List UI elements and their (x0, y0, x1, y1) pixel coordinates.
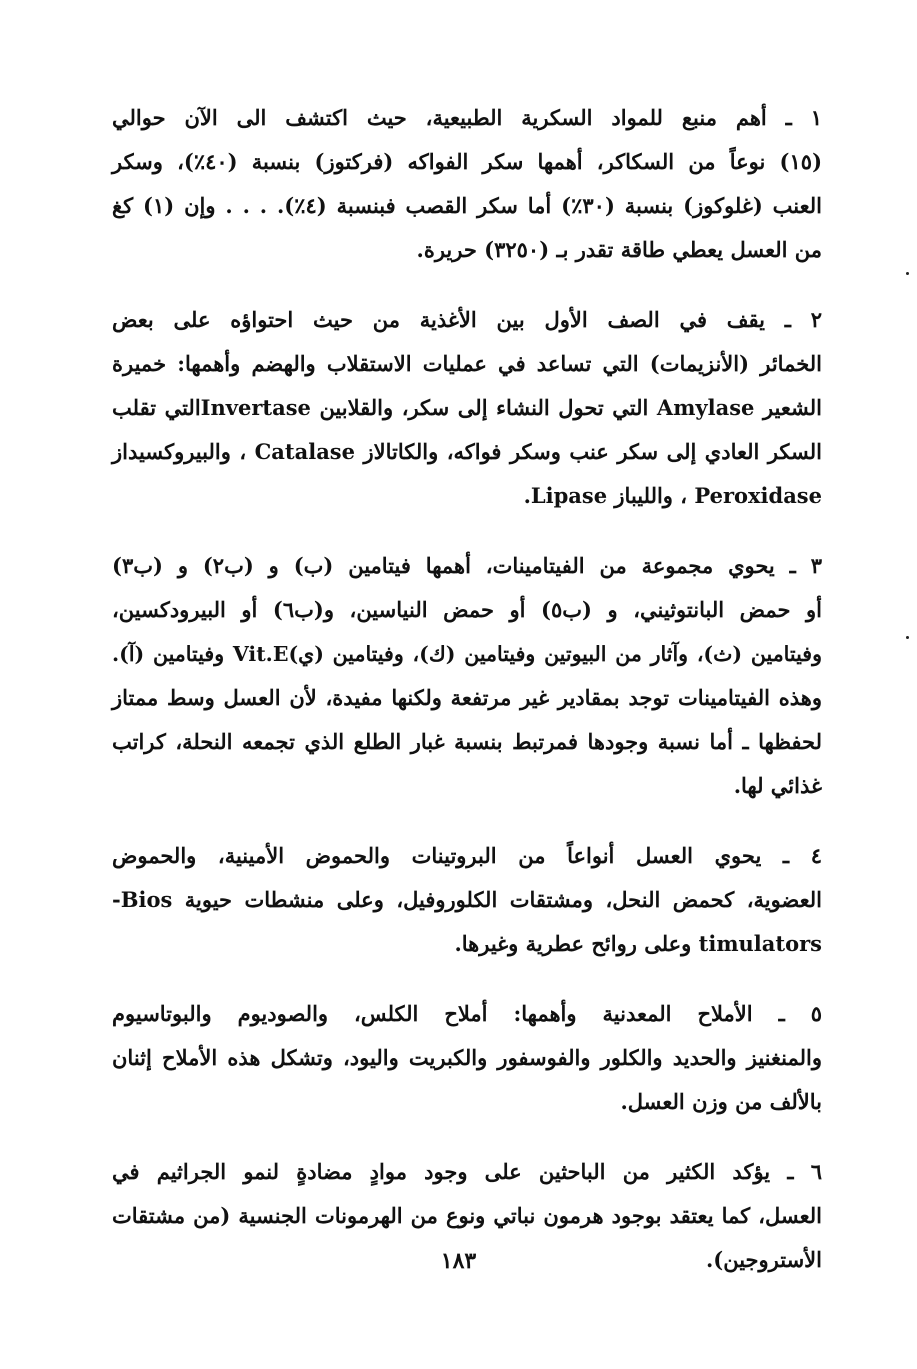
text-line: العنب (غلوكوز) بنسبة (٣٠٪) أما سكر القصب فبنسبة (٤٪). . . . وإن (١) كغ (112, 193, 823, 218)
text-line: ١ ـ أهم منبع للمواد السكرية الطبيعية، حيث اكتشف الى الآن حوالي (112, 105, 822, 130)
text-line: الشعير Amylase التي تحول النشاء إلى سكر، والقلابين Invertaseالتي تقلب (112, 395, 822, 420)
paragraph-1 (112, 96, 822, 272)
text-line: timulators وعلى روائح عطرية وغيرها. (454, 931, 822, 956)
scan-speck (906, 272, 909, 275)
paragraph-5 (112, 992, 822, 1124)
text-line: ٤ ـ يحوي العسل أنواعاً من البروتينات والحموض الأمينية، والحموض (112, 843, 822, 868)
text-line: العسل، كما يعتقد بوجود هرمون نباتي ونوع من الهرمونات الجنسية (من مشتقات (112, 1203, 822, 1228)
page-number: ١٨٣ (440, 1248, 477, 1274)
text-line: والمنغنيز والحديد والكلور والفوسفور والكبريت واليود، وتشكل هذه الأملاح إثنان (112, 1045, 822, 1070)
text-line: (١٥) نوعاً من السكاكر، أهمها سكر الفواكه (فركتوز) بنسبة (٤٠٪)، وسكر (112, 149, 822, 174)
page-body (112, 96, 822, 1308)
text-line: لحفظها ـ أما نسبة وجودها فمرتبط بنسبة غبار الطلع الذي تجمعه النحلة، كراتب (112, 729, 822, 754)
text-line: وهذه الفيتامينات توجد بمقادير غير مرتفعة ولكنها مفيدة، لأن العسل وسط ممتاز (112, 685, 822, 710)
text-line: من العسل يعطي طاقة تقدر بـ (٣٢٥٠) حريرة. (416, 237, 822, 262)
text-line: السكر العادي إلى سكر عنب وسكر فواكه، والكاتالاز Catalase ، والبيروكسيداز (112, 439, 822, 464)
text-line: غذائي لها. (733, 773, 822, 798)
paragraph-2 (112, 298, 822, 518)
text-line: Peroxidase ، والليباز Lipase. (523, 483, 822, 508)
text-line: الأستروجين). (705, 1247, 822, 1272)
text-line: ٢ ـ يقف في الصف الأول بين الأغذية من حيث احتواؤه على بعض (112, 307, 822, 332)
paragraph-3 (112, 544, 822, 808)
text-line: وفيتامين (ث)، وآثار من البيوتين وفيتامين (ك)، وفيتامين (ي)Vit.E وفيتامين (آ). (112, 642, 822, 666)
text-line: الخمائر (الأنزيمات) التي تساعد في عمليات الاستقلاب والهضم وأهمها: خميرة (112, 351, 822, 376)
scan-speck (906, 636, 909, 639)
text-line: ٦ ـ يؤكد الكثير من الباحثين على وجود موادٍ مضادةٍ لنمو الجراثيم في (112, 1159, 822, 1184)
paragraph-4 (112, 834, 822, 966)
text-line: ٣ ـ يحوي مجموعة من الفيتامينات، أهمها فيتامين (ب) و (ب٢) و (ب٣) (112, 553, 822, 578)
text-line: بالألف من وزن العسل. (620, 1089, 822, 1114)
text-line: العضوية، كحمض النحل، ومشتقات الكلوروفيل، وعلى منشطات حيوية Bios- (112, 887, 822, 912)
text-line: أو حمض البانتوثيني، و (ب٥) أو حمض النياسين، و(ب٦) أو البيرودكسين، (112, 597, 822, 622)
text-line: ٥ ـ الأملاح المعدنية وأهمها: أملاح الكلس، والصوديوم والبوتاسيوم (112, 1001, 822, 1026)
